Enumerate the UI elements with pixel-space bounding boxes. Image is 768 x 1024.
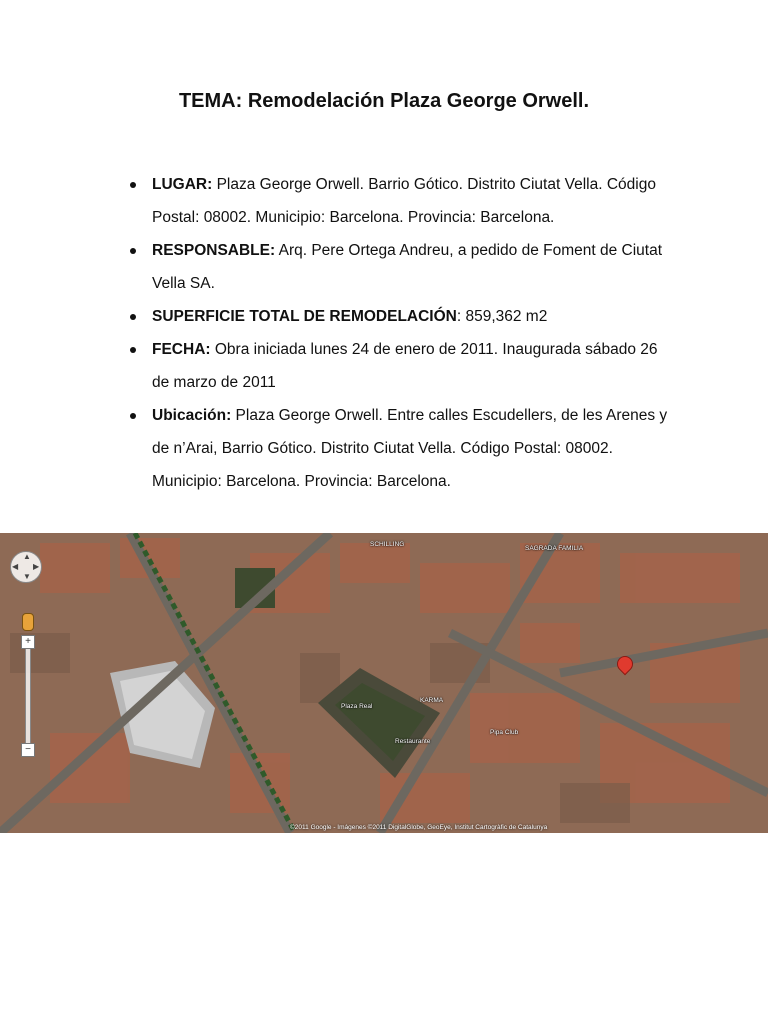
zoom-slider[interactable] bbox=[25, 641, 31, 753]
label-schilling: SCHILLING bbox=[370, 541, 405, 548]
item-label: SUPERFICIE TOTAL DE REMODELACIÓN bbox=[152, 308, 457, 325]
pan-up-icon[interactable]: ▲ bbox=[23, 552, 31, 561]
item-text: Obra iniciada lunes 24 de enero de 2011. Inaugurada sábado 26 de marzo de 2011 bbox=[152, 341, 658, 391]
list-item bbox=[130, 399, 670, 498]
map-copyright: ©2011 Google - Imágenes ©2011 DigitalGlobe, GeoEye, Institut Cartogràfic de Catalunya bbox=[290, 824, 548, 831]
label-karma: KARMA bbox=[420, 697, 444, 704]
pan-left-icon[interactable]: ◀ bbox=[12, 562, 19, 571]
item-text: : 859,362 m2 bbox=[456, 308, 548, 325]
zoom-out-button[interactable]: − bbox=[21, 743, 35, 757]
list-item bbox=[130, 333, 670, 399]
pan-down-icon[interactable]: ▼ bbox=[23, 572, 31, 581]
item-text: Plaza George Orwell. Barrio Gótico. Distrito Ciutat Vella. Código Postal: 08002. Municipio: Barcelona. Provincia: Barcelona. bbox=[152, 176, 656, 226]
list-item bbox=[130, 234, 670, 300]
item-label: LUGAR: bbox=[152, 176, 213, 193]
item-label: Ubicación: bbox=[152, 407, 232, 424]
item-text: Arq. Pere Ortega Andreu, a pedido de Foment de Ciutat Vella SA. bbox=[152, 242, 663, 292]
label-pipa-club: Pipa Club bbox=[490, 729, 519, 736]
map-imagery bbox=[0, 533, 768, 833]
label-restaurante: Restaurante bbox=[395, 738, 431, 745]
pan-right-icon[interactable]: ▶ bbox=[33, 562, 40, 571]
pan-control[interactable] bbox=[10, 551, 42, 583]
zoom-in-button[interactable]: + bbox=[21, 635, 35, 649]
document-title: TEMA: Remodelación Plaza George Orwell. bbox=[178, 90, 590, 112]
list-item bbox=[130, 168, 670, 234]
item-text: Plaza George Orwell. Entre calles Escudellers, de les Arenes y de n’Arai, Barrio Gótico. Distrito Ciutat Vella. Código Postal: 08002. Municipio: Barcelona. Provincia: Barcelona. bbox=[152, 407, 668, 490]
item-label: FECHA: bbox=[152, 341, 211, 358]
label-plaza-real: Plaza Real bbox=[341, 703, 373, 710]
label-sagrada-familia: SAGRADA FAMILIA bbox=[525, 545, 584, 552]
item-label: RESPONSABLE: bbox=[152, 242, 276, 259]
aerial-map[interactable] bbox=[0, 533, 768, 833]
street-view-pegman-icon[interactable] bbox=[22, 613, 34, 631]
details-list bbox=[130, 168, 670, 498]
list-item bbox=[130, 300, 670, 333]
